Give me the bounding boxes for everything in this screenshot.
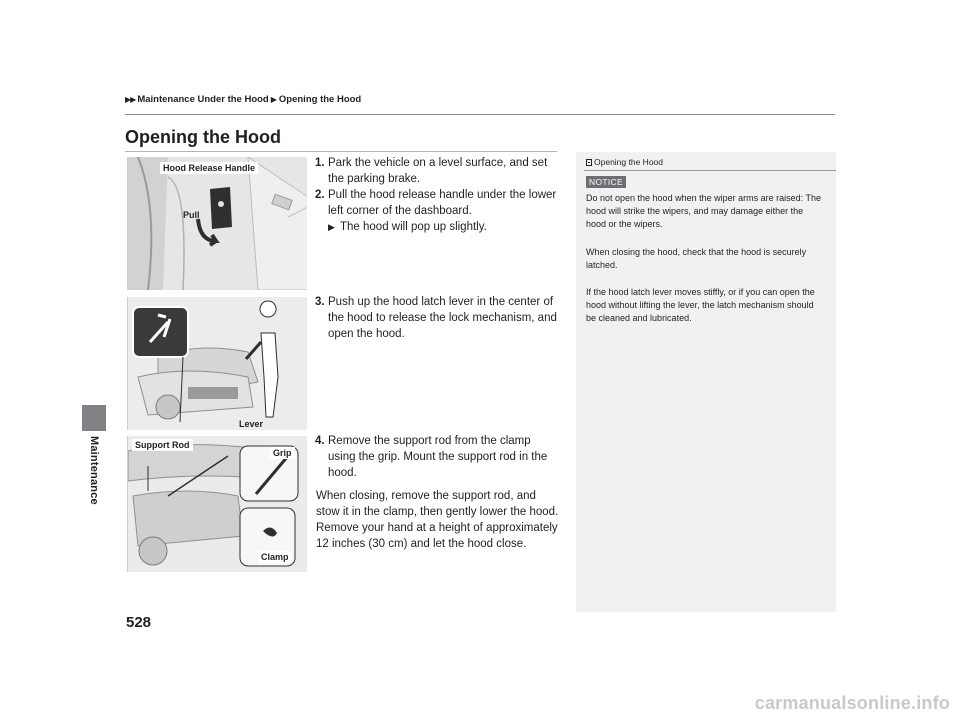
hood-release-illustration (127, 157, 307, 290)
support-rod-label: Support Rod (132, 439, 193, 451)
steps-group-1 (316, 155, 561, 235)
notice-paragraph: Do not open the hood when the wiper arms are raised: The hood will strike the wipers, and may damage either the hood or the wipers. (586, 193, 821, 229)
breadcrumb-current: Opening the Hood (278, 94, 362, 105)
section-tab-marker (82, 405, 106, 431)
steps-group-2 (316, 294, 561, 342)
step-1-text: Park the vehicle on a level surface, and set the parking brake. (328, 157, 548, 185)
notice-badge: NOTICE (586, 176, 626, 188)
step-2-number: 2. (315, 189, 325, 201)
step-1-number: 1. (315, 157, 325, 169)
lubrication-paragraph: If the hood latch lever moves stiffly, or if you can open the hood without lifting the lever, the latch mechanism should be cleaned and lubricated. (586, 287, 815, 323)
breadcrumb-separator-icon: ▶ (270, 95, 277, 104)
step-3 (316, 294, 561, 342)
header-rule (125, 114, 835, 115)
step-3-number: 3. (315, 296, 325, 308)
pull-label: Pull (183, 210, 200, 220)
page-title: Opening the Hood (125, 127, 281, 147)
result-arrow-icon: ▶ (328, 222, 335, 232)
page-number: 528 (126, 614, 152, 631)
hood-latch-drawing (128, 297, 307, 430)
closing-instructions: When closing, remove the support rod, and stow it in the clamp, then gently lower the hood. Remove your hand at a height of approximately 12 inches (30 cm) and let the hood close. (316, 490, 559, 550)
step-3-text: Push up the hood latch lever in the center of the hood to release the lock mechanism, and open the hood. (328, 296, 557, 340)
hood-latch-illustration (127, 297, 307, 430)
reference-icon (586, 159, 592, 166)
step-2-result (328, 219, 561, 235)
side-note-box (576, 152, 836, 612)
lever-label: Lever (239, 419, 264, 429)
closing-check-paragraph: When closing the hood, check that the hood is securely latched. (586, 247, 807, 270)
section-tab-label: Maintenance (88, 436, 100, 505)
side-note-heading (586, 157, 663, 167)
clamp-label: Clamp (258, 551, 292, 563)
step-2-result-text: The hood will pop up slightly. (340, 221, 487, 233)
hood-release-drawing (128, 157, 307, 290)
step-4 (316, 433, 561, 481)
step-2-text: Pull the hood release handle under the lower left corner of the dashboard. (328, 189, 557, 217)
breadcrumb (125, 94, 361, 105)
breadcrumb-arrow-icon: ▶ (125, 95, 132, 104)
grip-label: Grip (270, 447, 295, 459)
step-4-number: 4. (315, 435, 325, 447)
step-4-text: Remove the support rod from the clamp using the grip. Mount the support rod in the hood. (328, 435, 548, 479)
side-note-title: Opening the Hood (594, 157, 663, 167)
step-2 (316, 187, 561, 235)
support-rod-illustration (127, 436, 307, 572)
side-note-rule (584, 170, 836, 171)
breadcrumb-parent[interactable]: Maintenance Under the Hood (137, 94, 269, 105)
breadcrumb-arrow-icon: ▶ (130, 95, 137, 104)
watermark: carmanualsonline.info (754, 693, 950, 713)
step-1 (316, 155, 561, 187)
hood-release-handle-label: Hood Release Handle (160, 162, 258, 174)
title-rule (125, 151, 557, 152)
steps-group-3 (316, 433, 561, 552)
